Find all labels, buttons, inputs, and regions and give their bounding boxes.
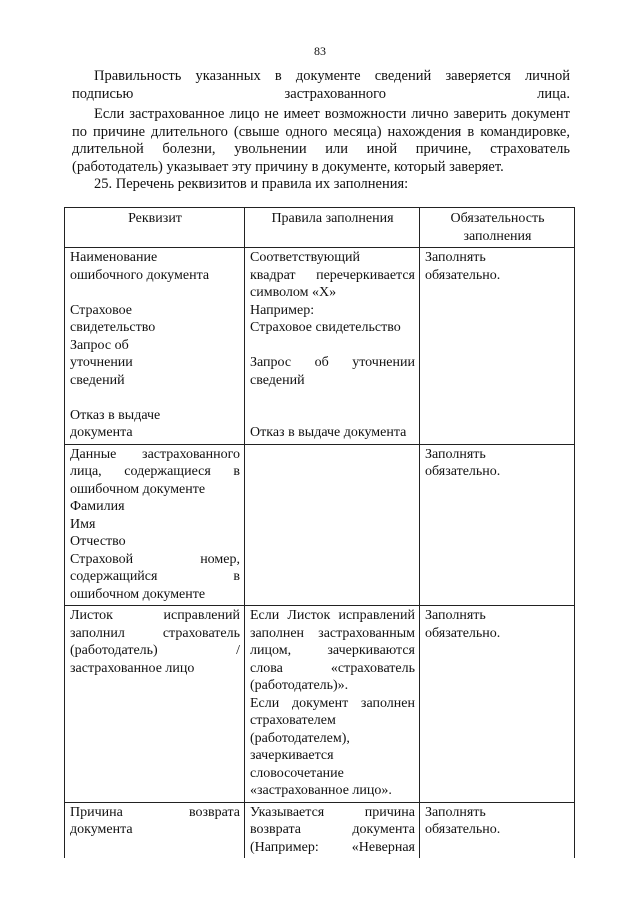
cell-line: уточнении — [70, 355, 133, 370]
table-cell-col2 — [245, 606, 420, 803]
cell-line: ошибочном документе — [70, 586, 206, 602]
table-header-row — [65, 208, 575, 248]
cell-line: возврата документа — [250, 822, 415, 837]
cell-line: «застрахованное лицо». — [250, 783, 392, 798]
cell-line: (работодателем), — [250, 730, 350, 746]
cell-line: Наименование — [70, 250, 158, 265]
table-cell-col1 — [65, 248, 245, 445]
cell-line — [250, 407, 415, 425]
table-cell-col2 — [245, 248, 420, 445]
cell-line: Страховое — [70, 302, 133, 318]
cell-line: Заполнять — [425, 804, 486, 820]
cell-line: (работодатель)». — [250, 678, 349, 693]
cell-line: Например: — [250, 302, 315, 318]
cell-line: Листок исправлений — [70, 608, 240, 623]
cell-line — [70, 389, 240, 407]
table-row — [65, 444, 575, 606]
page-number: 83 — [314, 44, 326, 58]
table-cell-col3 — [420, 248, 575, 445]
table-row — [65, 606, 575, 803]
cell-line: обязательно. — [425, 464, 501, 479]
cell-line: Страховое свидетельство — [250, 320, 401, 335]
cell-line: Страховой номер, — [70, 551, 240, 567]
cell-line: документа — [70, 822, 133, 837]
cell-line: Данные застрахованного — [70, 446, 240, 462]
table-cell-col3 — [420, 802, 575, 858]
table-cell-col2 — [245, 444, 420, 606]
table-cell-col3 — [420, 444, 575, 606]
paragraph-signature-text: Правильность указанных в документе сведений заверяется личной подписью застрахованного лица. — [72, 68, 570, 102]
cell-line: Отчество — [70, 534, 126, 549]
cell-line: слова «страхователь — [250, 660, 415, 676]
cell-line — [70, 284, 240, 302]
cell-line: Соответствующий — [250, 250, 360, 265]
cell-line: Заполнять — [425, 250, 486, 265]
header-rules: Правила заполнения — [245, 208, 420, 248]
cell-line: (работодатель) / — [70, 643, 240, 658]
cell-line: сведений — [70, 372, 125, 388]
cell-line: Если Листок исправлений — [250, 608, 415, 623]
cell-line: Заполнять — [425, 446, 486, 462]
table-cell-col3 — [420, 606, 575, 803]
table-row — [65, 248, 575, 445]
cell-line: Заполнять — [425, 608, 486, 623]
cell-line: сведений — [250, 372, 305, 388]
cell-line: лица, содержащиеся в — [70, 464, 240, 479]
paragraph-list-heading: 25. Перечень реквизитов и правила их заполнения: — [94, 176, 409, 192]
cell-line: символом «Х» — [250, 285, 337, 300]
cell-line: обязательно. — [425, 267, 501, 283]
header-requisite: Реквизит — [65, 208, 245, 248]
cell-line: ошибочном документе — [70, 481, 206, 497]
cell-line: (Например: «Неверная — [250, 839, 415, 855]
requisites-table — [64, 207, 575, 858]
paragraph-signature — [72, 68, 570, 103]
cell-line: квадрат перечеркивается — [250, 267, 415, 283]
cell-line: заполнил страхователь — [70, 625, 240, 641]
cell-line: словосочетание — [250, 765, 344, 781]
cell-line — [250, 389, 415, 407]
cell-line: Отказ в выдаче — [70, 407, 161, 423]
cell-line: заполнен застрахованным — [250, 625, 415, 641]
cell-line: документа — [70, 425, 133, 440]
cell-line: застрахованное лицо — [70, 660, 195, 676]
table-cell-col1 — [65, 606, 245, 803]
cell-line: Имя — [70, 516, 96, 532]
cell-line: лицом, зачеркиваются — [250, 643, 415, 658]
cell-line: Причина возврата — [70, 804, 240, 820]
table-cell-col1 — [65, 802, 245, 858]
cell-line: страхователем — [250, 713, 336, 728]
cell-line: свидетельство — [70, 320, 156, 335]
paragraph-absence: Если застрахованное лицо не имеет возможности лично заверить документ по причине длительного (свыше одного месяца) нахождения в командировке, длительной болезни, увольнении или иной причине, страхователь (работодатель) указывает эту причину в документе, который заверяет. — [72, 106, 570, 175]
cell-line: обязательно. — [425, 822, 501, 837]
cell-line: Указывается причина — [250, 804, 415, 820]
table-cell-col1 — [65, 444, 245, 606]
cell-line: обязательно. — [425, 625, 501, 641]
cell-line: Если документ заполнен — [250, 695, 415, 711]
cell-line: Фамилия — [70, 499, 125, 514]
header-obligation: Обязательность заполнения — [420, 208, 575, 248]
table-cell-col2 — [245, 802, 420, 858]
table-row — [65, 802, 575, 858]
cell-line: Запрос об — [70, 337, 129, 353]
cell-line: Отказ в выдаче документа — [250, 425, 407, 440]
cell-line — [250, 337, 415, 355]
cell-line: зачеркивается — [250, 748, 334, 763]
cell-line: Запрос об уточнении — [250, 355, 415, 370]
cell-line: содержащийся в — [70, 569, 240, 584]
cell-line: ошибочного документа — [70, 267, 210, 283]
